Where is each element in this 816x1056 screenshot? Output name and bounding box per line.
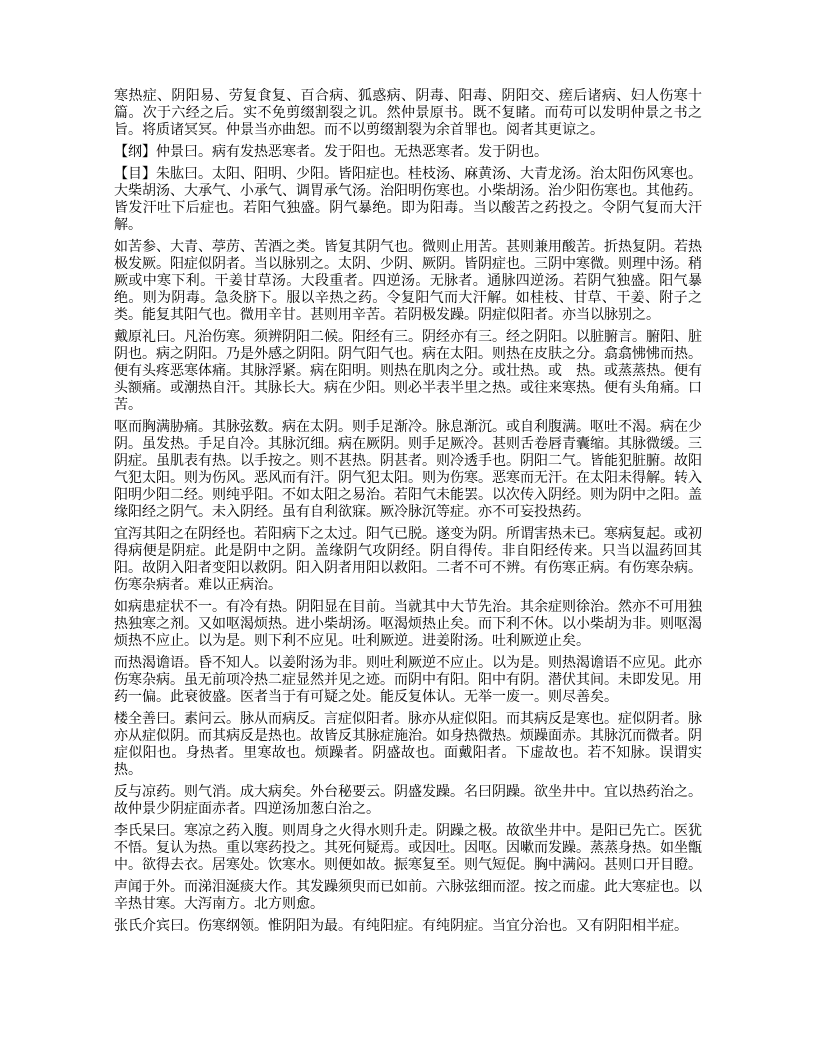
- paragraph: 反与凉药。则气消。成大病矣。外台秘要云。阴盛发躁。名曰阴躁。欲坐井中。宜以热药治之。故仲景少阴症面赤者。四逆汤加葱白治之。: [114, 785, 702, 817]
- paragraph: 如病患症状不一。有冷有热。阴阳显在目前。当就其中大节先治。其余症则徐治。然亦不可用独热独寒之剂。又如呕渴烦热。进小柴胡汤。呕渴烦热止矣。而下利不休。以小柴胡为非。则呕渴烦热不应止。以为是。则下利不应见。吐利厥逆。进姜附汤。吐利厥逆止矣。: [114, 600, 702, 649]
- paragraph: 如苦参、大青、葶苈、苦酒之类。皆复其阴气也。微则止用苦。甚则兼用酸苦。折热复阴。若热极发厥。阳症似阴者。当以脉别之。太阴、少阴、厥阴。皆阴症也。三阴中寒微。则理中汤。稍厥或中寒下利。干姜甘草汤。大段重者。四逆汤。无脉者。通脉四逆汤。若阴气独盛。阳气暴绝。则为阴毒。急灸脐下。服以辛热之药。令复阳气而大汗解。如桂枝、甘草、干姜、附子之类。能复其阳气也。微用辛甘。甚则用辛苦。若阴极发躁。阴症似阳者。亦当以脉别之。: [114, 240, 702, 323]
- paragraph: 【目】朱肱曰。太阳、阳明、少阳。皆阳症也。桂枝汤、麻黄汤、大青龙汤。治太阳伤风寒也。大柴胡汤、大承气、小承气、调胃承气汤。治阳明伤寒也。小柴胡汤。治少阳伤寒也。其他药。皆发汗吐下后症也。若阳气独盛。阴气暴绝。即为阳毒。当以酸苦之药投之。令阴气复而大汗解。: [114, 167, 702, 233]
- paragraph: 李氏杲曰。寒凉之药入腹。则周身之火得水则升走。阴躁之极。故欲坐井中。是阳已先亡。医犹不悟。复认为热。重以寒药投之。其死何疑焉。或因吐。因呕。因嗽而发躁。蒸蒸身热。如坐甑中。欲得去衣。居寒处。饮寒水。则便如故。振寒复至。则气短促。胸中满闷。甚则口开目瞪。: [114, 824, 702, 873]
- paragraph: 呕而胸满胁痛。其脉弦数。病在太阴。则手足渐冷。脉息渐沉。或自利腹满。呕吐不渴。病在少阴。虽发热。手足自冷。其脉沉细。病在厥阴。则手足厥冷。甚则舌卷唇青囊缩。其脉微缓。三阴症。虽肌表有热。以手按之。则不甚热。阴甚者。则冷透手也。阴阳二气。皆能犯脏腑。故阳气犯太阳。则为伤风。恶风而有汗。阴气犯太阳。则为伤寒。恶寒而无汗。在太阳未得解。转入阳明少阳二经。则纯乎阳。不如太阳之易治。若阳气未能罢。以次传入阴经。则为阴中之阳。盖缘阳经之阴气。未入阴经。虽有自利欲寐。厥冷脉沉等症。亦不可妄投热药。: [114, 420, 702, 520]
- paragraph: 声闻于外。而涕泪涎痰大作。其发躁须臾而已如前。六脉弦细而涩。按之而虚。此大寒症也。以辛热甘寒。大泻南方。北方则愈。: [114, 880, 702, 912]
- paragraph: 而热渴谵语。昏不知人。以姜附汤为非。则吐利厥逆不应止。以为是。则热渴谵语不应见。此亦伤寒杂病。虽无前项冷热二症显然并见之迹。而阴中有阳。阳中有阴。潜伏其间。未即发见。用药一偏。此衰彼盛。医者当于有可疑之处。能反复体认。无举一废一。则尽善矣。: [114, 656, 702, 705]
- paragraph: 楼全善曰。素问云。脉从而病反。言症似阳者。脉亦从症似阳。而其病反是寒也。症似阴者。脉亦从症似阴。而其病反是热也。故皆反其脉症施治。如身热微热。烦躁面赤。其脉沉而微者。阴症似阳也。身热者。里寒故也。烦躁者。阴盛故也。面戴阳者。下虚故也。若不知脉。误谓实热。: [114, 712, 702, 778]
- paragraph: 【纲】仲景曰。病有发热恶寒者。发于阳也。无热恶寒者。发于阴也。: [114, 145, 548, 160]
- paragraph: 宜泻其阳之在阴经也。若阳病下之太过。阳气已脱。遂变为阴。所谓害热未已。寒病复起。或初得病便是阴症。此是阴中之阴。盖缘阴气攻阴经。阴自得传。非自阳经传来。只当以温药回其阳。故阴入阳者变阳以救阴。阳入阴者用阳以救阳。二者不可不辨。有伤寒正病。有伤寒杂病。伤寒杂病者。难以正病治。: [114, 527, 702, 593]
- paragraph: 张氏介宾曰。伤寒纲领。惟阴阳为最。有纯阳症。有纯阴症。当宜分治也。又有阴阳相半症。: [114, 919, 688, 934]
- text-column: [114, 88, 702, 940]
- paragraph: 寒热症、阴阳易、劳复食复、百合病、狐惑病、阴毒、阳毒、阴阳交、瘥后诸病、妇人伤寒十篇。次于六经之后。实不免剪缀割裂之讥。然仲景原书。既不复睹。而苟可以发明仲景之书之旨。将质诸冥冥。仲景当亦曲恕。而不以剪缀割裂为余首罪也。阅者其更谅之。: [114, 89, 702, 138]
- paragraph: 戴原礼曰。凡治伤寒。须辨阴阳二候。阳经有三。阴经亦有三。经之阴阳。以脏腑言。腑阳、脏阴也。病之阴阳。乃是外感之阴阳。阴气阳气也。病在太阳。则热在皮肤之分。翕翕怫怫而热。便有头疼恶寒体痛。其脉浮紧。病在阳明。则热在肌肉之分。或壮热。或 热。或蒸蒸热。便有头额痛。或潮热自汗。其脉长大。病在少阳。则必半表半里之热。或往来寒热。便有头角痛。口苦。: [114, 330, 702, 413]
